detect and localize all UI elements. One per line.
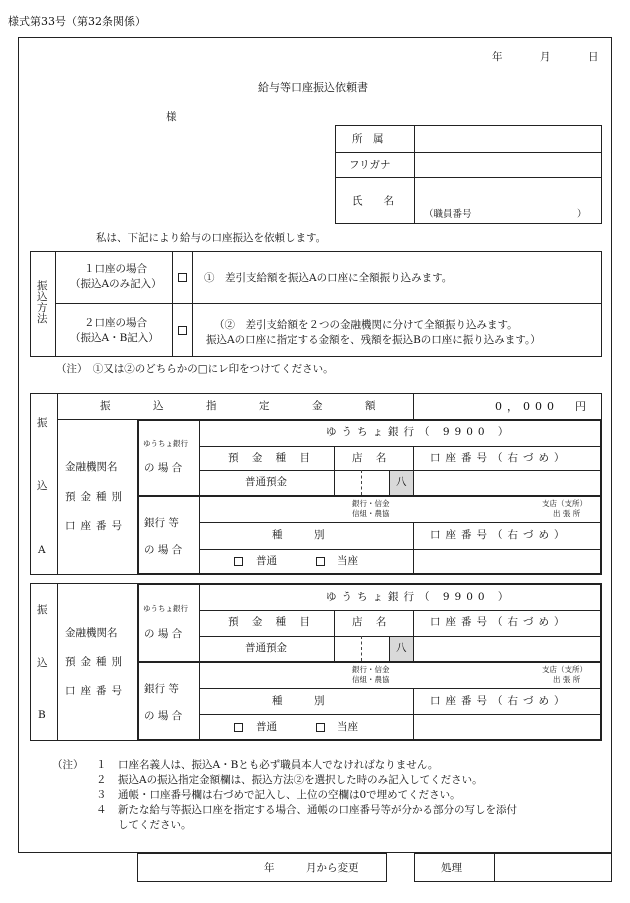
yucho-small: ゆうちょ銀行 <box>143 439 188 448</box>
account-no-header: 口座番号（右づめ） <box>430 616 570 628</box>
branch-name-header: 店 名 <box>352 616 392 628</box>
account-no-header: 口座番号（右づめ） <box>430 452 570 464</box>
ordinary-label: 普通 <box>256 555 277 567</box>
amount-header-char: 振 <box>100 400 111 412</box>
yucho-header: ゆうちょ銀行（ 9900 ） <box>326 591 514 603</box>
section-b-char: 込 <box>37 657 48 669</box>
account-no-label: 口座番号 <box>65 685 127 697</box>
method-char: 込 <box>37 291 48 303</box>
option1-checkbox[interactable] <box>178 273 187 282</box>
branch-types-1: 支店（支所） <box>542 665 587 674</box>
process-label: 処理 <box>441 862 462 874</box>
bank-name-label: 金融機関名 <box>65 627 118 639</box>
ordinary-checkbox[interactable] <box>234 723 243 732</box>
yucho-header: ゆうちょ銀行（ 9900 ） <box>326 426 514 438</box>
date-day: 日 <box>588 51 599 63</box>
bank-account-field[interactable] <box>415 716 600 739</box>
bank-name-field[interactable] <box>201 663 351 687</box>
staff-no-close: ） <box>577 209 587 220</box>
form-number: 様式第33号（第32条関係） <box>8 15 146 28</box>
note-number: ４ <box>96 804 107 816</box>
note-number: ２ <box>96 774 107 786</box>
current-checkbox[interactable] <box>316 723 325 732</box>
name-field[interactable] <box>416 179 600 209</box>
note-text: 振込Aの振込指定金額欄は、振込方法②を選択した時のみ記入してください。 <box>118 774 483 786</box>
amount-header-char: 込 <box>153 400 164 412</box>
option1-desc: ① 差引支給額を振込Aの口座に全額振り込みます。 <box>204 272 453 284</box>
note-number: ３ <box>96 789 107 801</box>
ordinary-checkbox[interactable] <box>234 557 243 566</box>
current-label: 当座 <box>337 721 358 733</box>
date-year: 年 <box>492 51 503 63</box>
yucho-account-field[interactable] <box>415 472 600 494</box>
note-number: １ <box>96 759 107 771</box>
form-title: 給与等口座振込依頼書 <box>258 81 368 94</box>
bank-account-no-header: 口座番号（右づめ） <box>430 529 570 541</box>
note-text: 新たな給与等振込口座を指定する場合、通帳の口座番号等が分かる部分の写しを添付 <box>118 804 517 816</box>
amount-header-char: 指 <box>206 400 217 412</box>
bank-case: の 場 合 <box>144 710 183 722</box>
section-b-char: B <box>38 709 46 721</box>
option2-desc1: （② 差引支給額を２つの金融機関に分けて全額振り込みます。 <box>214 319 518 331</box>
current-label: 当座 <box>337 555 358 567</box>
option1-title: １口座の場合 <box>84 263 147 275</box>
yucho-account-field[interactable] <box>415 638 600 660</box>
notes-label: （注） <box>52 759 84 771</box>
deposit-type-header: 預 金 種 目 <box>228 452 316 464</box>
furigana-label: フリガナ <box>349 159 391 171</box>
branch-suffix: 八 <box>396 476 407 488</box>
current-checkbox[interactable] <box>316 557 325 566</box>
amount-header-char: 額 <box>365 400 376 412</box>
yucho-small: ゆうちょ銀行 <box>143 604 188 613</box>
bank-types-2: 信組・農協 <box>352 509 390 518</box>
ordinary-deposit: 普通預金 <box>245 642 287 654</box>
amount-value[interactable]: 0，000 円 <box>495 400 591 413</box>
ordinary-label: 普通 <box>256 721 277 733</box>
ordinary-deposit: 普通預金 <box>245 476 287 488</box>
yucho-case: の 場 合 <box>144 628 183 640</box>
date-month: 月 <box>540 51 551 63</box>
option2-checkbox[interactable] <box>178 326 187 335</box>
bank-account-field[interactable] <box>415 551 600 573</box>
type-label: 種 別 <box>272 695 325 707</box>
bank-case: の 場 合 <box>144 544 183 556</box>
branch-name-header: 店 名 <box>352 452 392 464</box>
staff-no-label: （職員番号 <box>424 209 472 220</box>
bank-etc: 銀行 等 <box>144 683 179 695</box>
deposit-type-label: 預金種別 <box>65 491 127 503</box>
branch-types-1: 支店（支所） <box>542 499 587 508</box>
section-b-char: 振 <box>37 604 48 616</box>
dept-label: 所 属 <box>352 133 384 145</box>
bank-account-no-header: 口座番号（右づめ） <box>430 695 570 707</box>
furigana-field[interactable] <box>416 154 600 176</box>
option2-desc2: 振込Aの口座に指定する金額を、残額を振込Bの口座に振り込みます。） <box>206 334 541 346</box>
note-text: 通帳・口座番号欄は右づめで記入し、上位の空欄は0で埋めてください。 <box>118 789 461 801</box>
method-char: 振 <box>37 280 48 292</box>
note-text: 口座名義人は、振込A・Bとも必ず職員本人でなければなりません。 <box>118 759 439 771</box>
bank-types-1: 銀行・信金 <box>352 499 390 508</box>
note-text-cont: してください。 <box>118 819 192 831</box>
bank-name-label: 金融機関名 <box>65 461 118 473</box>
amount-header <box>100 401 400 413</box>
account-no-label: 口座番号 <box>65 520 127 532</box>
bank-name-field[interactable] <box>201 497 351 521</box>
type-label: 種 別 <box>272 529 325 541</box>
deposit-type-header: 預 金 種 目 <box>228 616 316 628</box>
branch-types-2: 出 張 所 <box>553 509 581 518</box>
addressee-suffix: 様 <box>166 111 177 123</box>
option2-sub: （振込A・B記入） <box>70 332 159 344</box>
change-date-label: 年 月から変更 <box>264 862 359 874</box>
section-a-char: 込 <box>37 480 48 492</box>
section-a-char: A <box>38 544 46 556</box>
bank-types-2: 信組・農協 <box>352 675 390 684</box>
name-label: 氏 名 <box>352 195 394 207</box>
method-char: 法 <box>37 313 48 325</box>
option1-sub: （振込Aのみ記入） <box>70 278 162 290</box>
bank-types-1: 銀行・信金 <box>352 665 390 674</box>
method-char: 方 <box>37 302 48 314</box>
option2-title: ２口座の場合 <box>84 317 147 329</box>
yucho-case: の 場 合 <box>144 462 183 474</box>
branch-suffix: 八 <box>396 642 407 654</box>
deposit-type-label: 預金種別 <box>65 656 127 668</box>
request-text: 私は、下記により給与の口座振込を依頼します。 <box>96 232 327 244</box>
section-a-char: 振 <box>37 417 48 429</box>
bank-etc: 銀行 等 <box>144 517 179 529</box>
note-checkmark: （注） ①又は②のどちらかの□にレ印をつけてください。 <box>56 363 334 375</box>
amount-header-char: 定 <box>259 400 270 412</box>
dept-field[interactable] <box>416 127 600 151</box>
amount-header-char: 金 <box>312 400 323 412</box>
branch-field[interactable] <box>336 472 388 494</box>
branch-field[interactable] <box>336 638 388 660</box>
branch-types-2: 出 張 所 <box>553 675 581 684</box>
